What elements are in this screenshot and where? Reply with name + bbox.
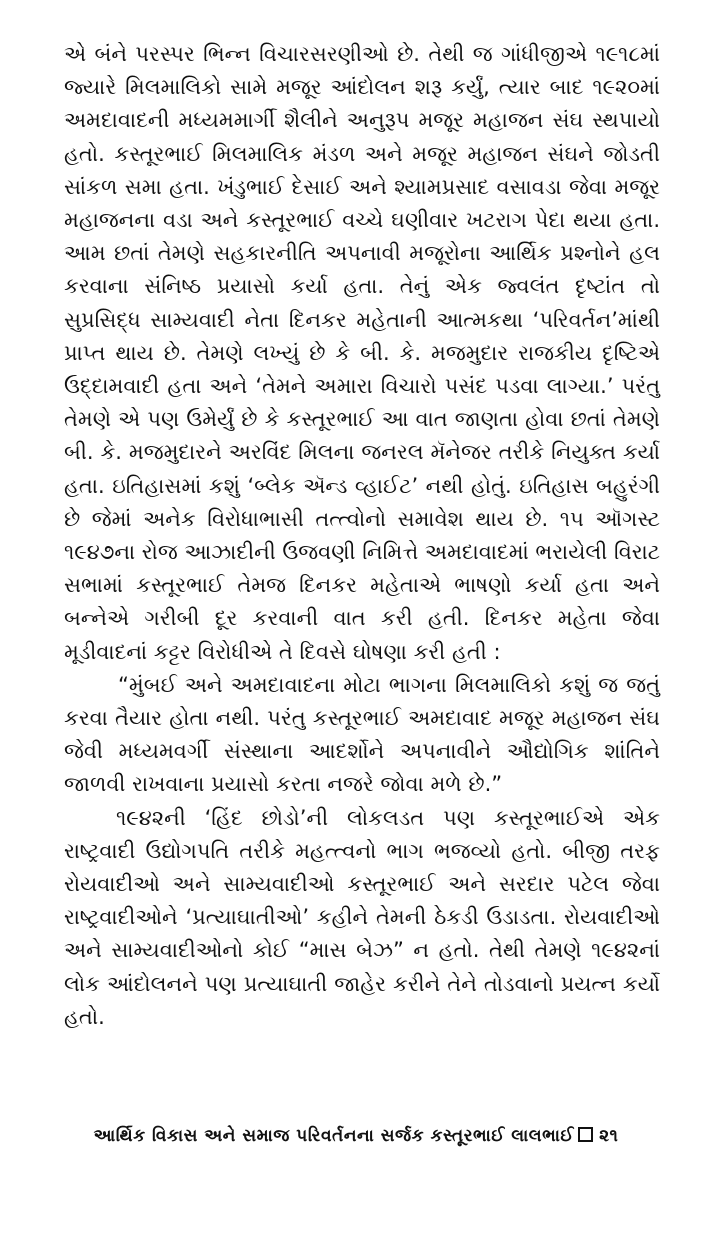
square-separator-icon xyxy=(578,1127,593,1142)
main-text xyxy=(64,38,660,1034)
paragraph-1: એ બંને પરસ્પર ભિન્ન વિચારસરણીઓ છે. તેથી જ ગાંધીજીએ ૧૯૧૮માં જ્યારે મિલમાલિકો સામે મજૂર આંદોલન શરૂ કર્યું, ત્યાર બાદ ૧૯૨૦માં અમદાવાદની મધ્યમમાર્ગી શૈલીને અનુરૂપ મજૂર મહાજન સંઘ સ્થપાયો હતો. કસ્તૂરભાઈ મિલમાલિક મંડળ અને મજૂર મહાજન સંઘને જોડતી સાંકળ સમા હતા. ખંડુભાઈ દેસાઈ અને શ્યામપ્રસાદ વસાવડા જેવા મજૂર મહાજનના વડા અને કસ્તૂરભાઈ વચ્ચે ઘણીવાર ખટરાગ પેદા થયા હતા. આમ છતાં તેમણે સહકારનીતિ અપનાવી મજૂરોના આર્થિક પ્રશ્નોને હલ કરવાના સંનિષ્ઠ પ્રયાસો કર્યા હતા. તેનું એક જ્વલંત દૃષ્ટાંત તો સુપ્રસિદ્ધ સામ્યવાદી નેતા દિનકર મહેતાની આત્મકથા ‘પરિવર્તન’માંથી પ્રાપ્ત થાય છે. તેમણે લખ્યું છે કે બી. કે. મજમુદાર રાજકીય દૃષ્ટિએ ઉદ્દામવાદી હતા અને ‘તેમને અમારા વિચારો પસંદ પડવા લાગ્યા.’ પરંતુ તેમણે એ પણ ઉમેર્યું છે કે કસ્તૂરભાઈ આ વાત જાણતા હોવા છતાં તેમણે બી. કે. મજમુદારને અરવિંદ મિલના જનરલ મૅનેજર તરીકે નિયુક્ત કર્યા હતા. ઇતિહાસમાં કશું ‘બ્લેક ઍન્ડ વ્હાઈટ’ નથી હોતું. ઇતિહાસ બહુરંગી છે જેમાં અનેક વિરોધાભાસી તત્ત્વોનો સમાવેશ થાય છે. ૧૫ ઑગસ્ટ ૧૯૪૭ના રોજ આઝાદીની ઉજવણી નિમિત્તે અમદાવાદમાં ભરાયેલી વિરાટ સભામાં કસ્તૂરભાઈ તેમજ દિનકર મહેતાએ ભાષણો કર્યા હતા અને બન્નેએ ગરીબી દૂર કરવાની વાત કરી હતી. દિનકર મહેતા જેવા મૂડીવાદનાં કટ્ટર વિરોધીએ તે દિવસે ઘોષણા કરી હતી : xyxy=(64,42,661,664)
page-number: ૨૧ xyxy=(599,1126,619,1146)
page-footer xyxy=(0,1126,712,1146)
paragraph-2: ૧૯૪૨ની ‘હિંદ છોડો’ની લોકલડત પણ કસ્તૂરભાઈએ એક રાષ્ટ્રવાદી ઉદ્યોગપતિ તરીકે મહત્ત્વનો ભાગ ભજવ્યો હતો. બીજી તરફ રોયવાદીઓ અને સામ્યવાદીઓ કસ્તૂરભાઈ અને સરદાર પટેલ જેવા રાષ્ટ્રવાદીઓને ‘પ્રત્યાઘાતીઓ’ કહીને તેમની ઠેકડી ઉડાડતા. રોયવાદીઓ અને સામ્યવાદીઓનો કોઈ “માસ બેઝ” ન હતો. તેથી તેમણે ૧૯૪૨નાં લોક આંદોલનને પણ પ્રત્યાઘાતી જાહેર કરીને તેને તોડવાનો પ્રયત્ન કર્યો હતો. xyxy=(64,805,660,1029)
block-quote: “મુંબઈ અને અમદાવાદના મોટા ભાગના મિલમાલિકો કશું જ જતું કરવા તૈયાર હોતા નથી. પરંતુ કસ્તૂરભાઈ અમદાવાદ મજૂર મહાજન સંઘ જેવી મધ્યમવર્ગી સંસ્થાના આદર્શોને અપનાવીને ઔદ્યોગિક શાંતિને જાળવી રાખવાના પ્રયાસો કરતા નજરે જોવા મળે છે.” xyxy=(64,672,660,797)
book-title: આર્થિક વિકાસ અને સમાજ પરિવર્તનના સર્જક કસ્તૂરભાઈ લાલભાઈ xyxy=(93,1126,575,1146)
